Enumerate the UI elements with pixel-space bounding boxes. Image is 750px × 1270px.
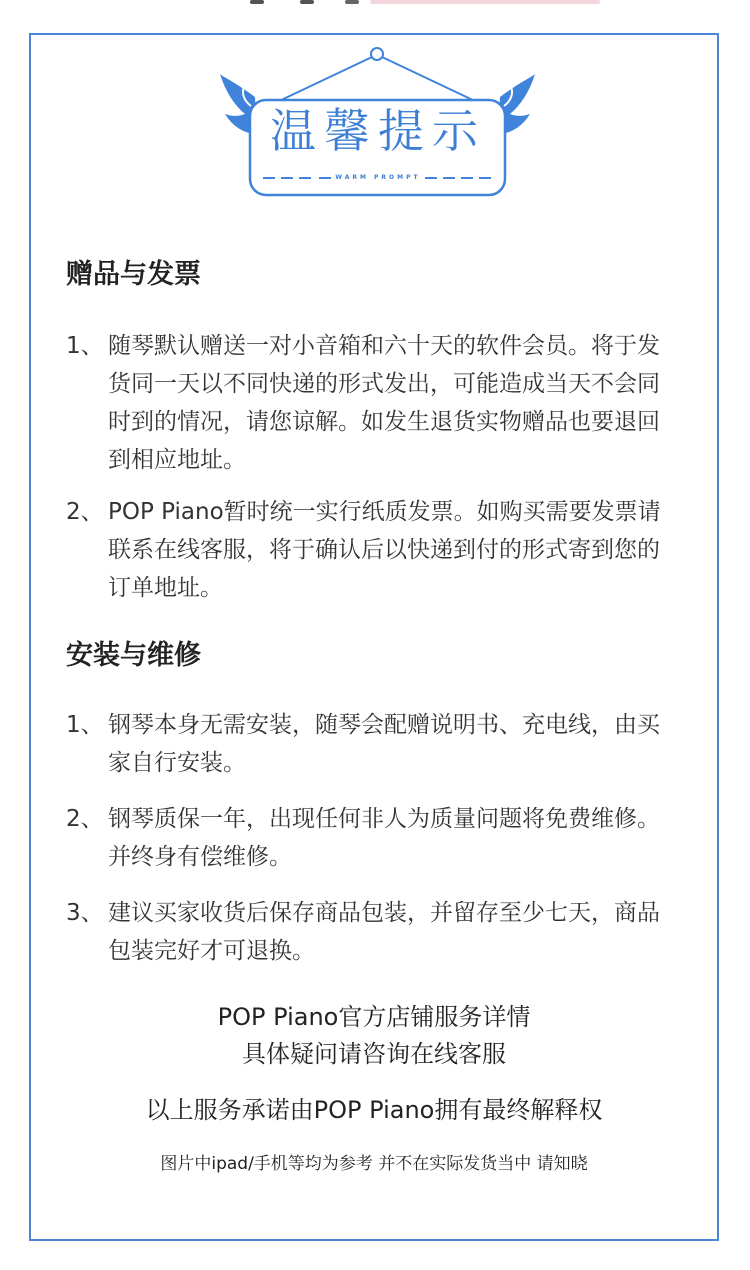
item-number: 1、 <box>66 333 104 359</box>
top-image-fragment <box>0 0 750 6</box>
item-number: 3、 <box>66 900 104 926</box>
item-text: 钢琴本身无需安装，随琴会配赠说明书、充电线，由买家自行安装。 <box>108 712 660 776</box>
badge-title: 温馨提示 <box>270 104 486 158</box>
section-title-install-repair: 安装与维修 <box>66 640 201 671</box>
list-item <box>66 327 666 479</box>
item-text: 随琴默认赠送一对小音箱和六十天的软件会员。将于发货同一天以不同快递的形式发出，可能造成当天不会同时到的情况，请您谅解。如发生退货实物赠品也要退回到相应地址。 <box>108 333 660 473</box>
badge-subtitle: WARM PROMPT <box>335 174 421 181</box>
item-text: 建议买家收货后保存商品包装，并留存至少七天，商品包装完好才可退换。 <box>108 900 660 964</box>
item-number: 2、 <box>66 499 104 525</box>
footer-reference-note: 图片中ipad/手机等均为参考 并不在实际发货当中 请知晓 <box>160 1154 588 1174</box>
list-item <box>66 800 666 876</box>
section-title-gifts-invoice: 赠品与发票 <box>66 259 201 290</box>
item-text: 钢琴质保一年，出现任何非人为质量问题将免费维修。并终身有偿维修。 <box>108 806 660 870</box>
item-number: 2、 <box>66 806 104 832</box>
footer-contact-service: 具体疑问请咨询在线客服 <box>242 1040 506 1068</box>
item-text: POP Piano暂时统一实行纸质发票。如购买需要发票请联系在线客服，将于确认后以快递到付的形式寄到您的订单地址。 <box>108 499 661 601</box>
footer-final-interpretation: 以上服务承诺由POP Piano拥有最终解释权 <box>145 1096 603 1124</box>
list-item <box>66 706 666 782</box>
footer-service-details: POP Piano官方店铺服务详情 <box>217 1003 531 1031</box>
list-item <box>66 493 666 607</box>
list-item <box>66 894 666 970</box>
item-number: 1、 <box>66 712 104 738</box>
